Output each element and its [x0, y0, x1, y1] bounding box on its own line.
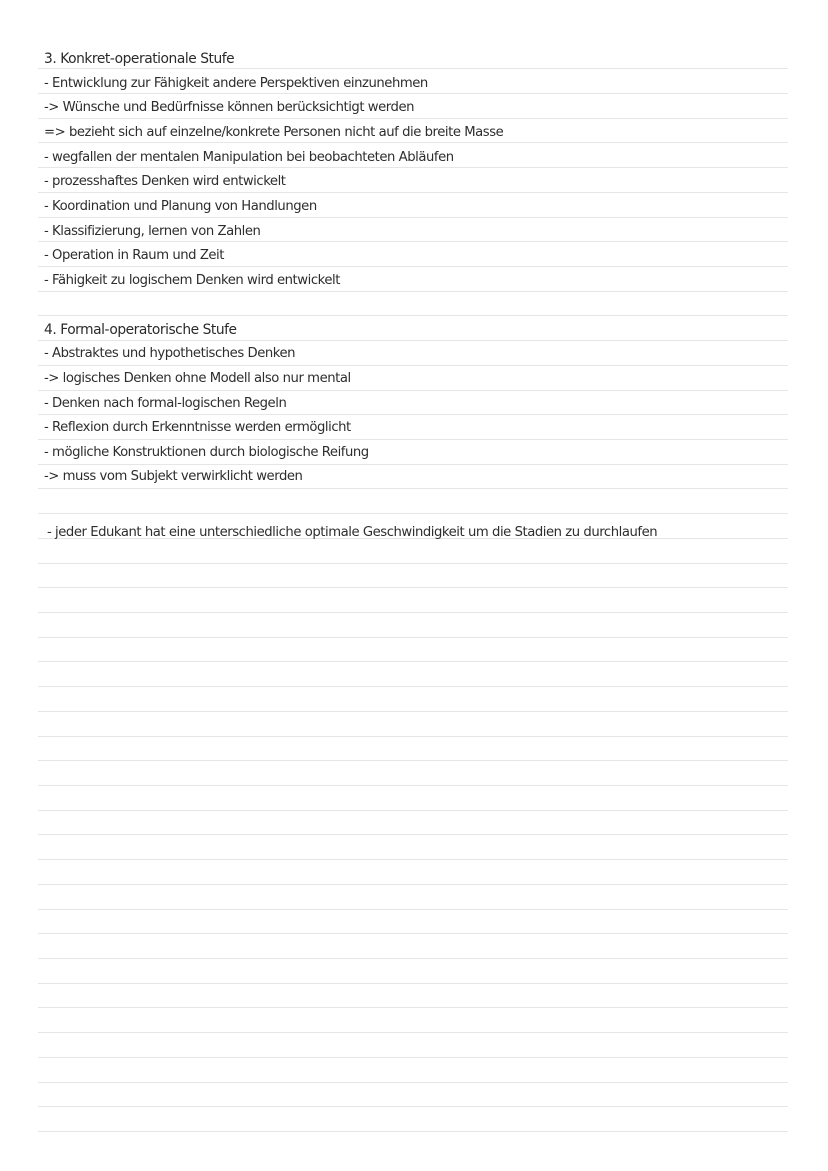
- ruled-line: [38, 661, 788, 662]
- ruled-line: [38, 884, 788, 885]
- ruled-line: [38, 983, 788, 984]
- section-heading: 3. Konkret-operationale Stufe: [44, 51, 235, 67]
- ruled-line: [38, 1032, 788, 1033]
- ruled-line: [38, 711, 788, 712]
- note-line: - Abstraktes und hypothetisches Denken: [44, 346, 296, 361]
- note-line: => bezieht sich auf einzelne/konkrete Personen nicht auf die breite Masse: [44, 125, 504, 140]
- ruled-line: [38, 612, 788, 613]
- note-line: - wegfallen der mentalen Manipulation bei beobachteten Abläufen: [44, 150, 454, 165]
- ruled-line: [38, 933, 788, 934]
- ruled-line: [38, 587, 788, 588]
- section-heading: 4. Formal-operatorische Stufe: [44, 322, 237, 338]
- note-line: - Koordination und Planung von Handlungen: [44, 199, 317, 214]
- note-line: - Entwicklung zur Fähigkeit andere Perspektiven einzunehmen: [44, 76, 428, 91]
- ruled-line: [38, 859, 788, 860]
- note-line: -> Wünsche und Bedürfnisse können berücksichtigt werden: [44, 100, 415, 115]
- ruled-line: [38, 909, 788, 910]
- note-line: - Operation in Raum und Zeit: [44, 248, 224, 263]
- note-line: - Fähigkeit zu logischem Denken wird entwickelt: [44, 273, 340, 288]
- ruled-line: [38, 1131, 788, 1132]
- ruled-line: [38, 513, 788, 514]
- ruled-line: [38, 958, 788, 959]
- ruled-line: [38, 315, 788, 316]
- note-line: -> muss vom Subjekt verwirklicht werden: [44, 469, 303, 484]
- closing-note: - jeder Edukant hat eine unterschiedliche optimale Geschwindigkeit um die Stadien zu durchlaufen: [47, 525, 658, 540]
- ruled-line: [38, 810, 788, 811]
- ruled-line: [38, 1082, 788, 1083]
- ruled-line: [38, 1106, 788, 1107]
- ruled-line: [38, 760, 788, 761]
- note-line: -> logisches Denken ohne Modell also nur mental: [44, 371, 351, 386]
- ruled-line: [38, 563, 788, 564]
- ruled-line: [38, 1057, 788, 1058]
- ruled-line: [38, 785, 788, 786]
- ruled-line: [38, 686, 788, 687]
- ruled-line: [38, 736, 788, 737]
- note-line: - prozesshaftes Denken wird entwickelt: [44, 174, 286, 189]
- ruled-line: [38, 1007, 788, 1008]
- note-line: - Reflexion durch Erkenntnisse werden ermöglicht: [44, 420, 351, 435]
- note-line: - mögliche Konstruktionen durch biologische Reifung: [44, 445, 369, 460]
- note-line: - Klassifizierung, lernen von Zahlen: [44, 224, 261, 239]
- ruled-line: [38, 834, 788, 835]
- note-line: - Denken nach formal-logischen Regeln: [44, 396, 287, 411]
- ruled-line: [38, 637, 788, 638]
